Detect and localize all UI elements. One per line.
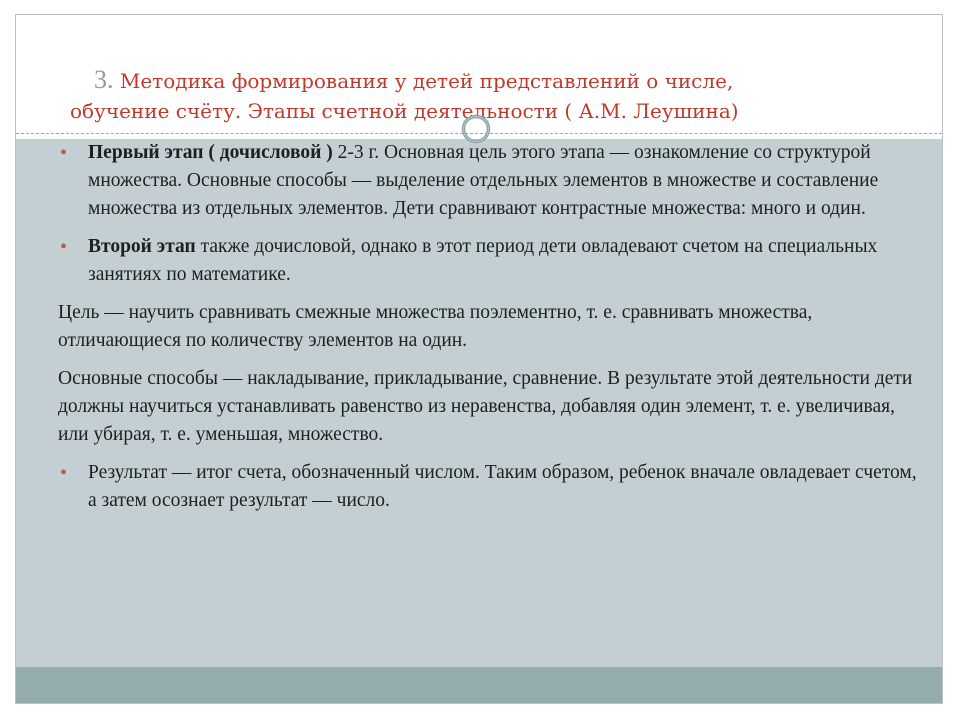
- slide-body: [58, 139, 918, 525]
- bullet-paragraph-3: [58, 459, 918, 515]
- bullet-icon: •: [60, 142, 68, 164]
- paragraph-text: также дочисловой, однако в этот период дети овладевают счетом на специальных занятиях по математике.: [88, 236, 878, 285]
- paragraph-text: 2-3 г. Основная цель этого этапа — ознакомление со структурой множества. Основные способы — выделение отдельных элементов в множестве и составление множества из отдельных элементов. Дети сравнивают контрастные множества: много и один.: [88, 142, 879, 219]
- bullet-icon: •: [60, 236, 68, 258]
- footer-bar: [16, 667, 942, 704]
- paragraph-goal: Цель — научить сравнивать смежные множества поэлементно, т. е. сравнивать множества, отличающиеся по количеству элементов на один.: [58, 302, 813, 351]
- paragraph-text: Результат — итог счета, обозначенный числом. Таким образом, ребенок вначале овладевает счетом, а затем осознает результат — число.: [88, 462, 917, 511]
- bullet-paragraph-1: [58, 139, 918, 223]
- paragraph-methods: Основные способы — накладывание, прикладывание, сравнение. В результате этой деятельности дети должны научиться устанавливать равенство из неравенства, добавляя один элемент, т. е. увеличивая, или убирая, т. е. уменьшая, множество.: [58, 368, 913, 445]
- bullet-icon: •: [60, 462, 68, 484]
- bullet-paragraph-2: [58, 233, 918, 289]
- title-number: 3.: [94, 65, 114, 94]
- title-line-1: Методика формирования у детей представлений о числе,: [113, 69, 734, 93]
- slide-title: [70, 65, 914, 126]
- slide: [15, 14, 943, 704]
- paragraph-bold-lead: Первый этап ( дочисловой ): [88, 142, 338, 163]
- paragraph-bold-lead: Второй этап: [88, 236, 201, 257]
- title-line-2: обучение счёту. Этапы счетной деятельности ( А.М. Леушина): [70, 99, 739, 123]
